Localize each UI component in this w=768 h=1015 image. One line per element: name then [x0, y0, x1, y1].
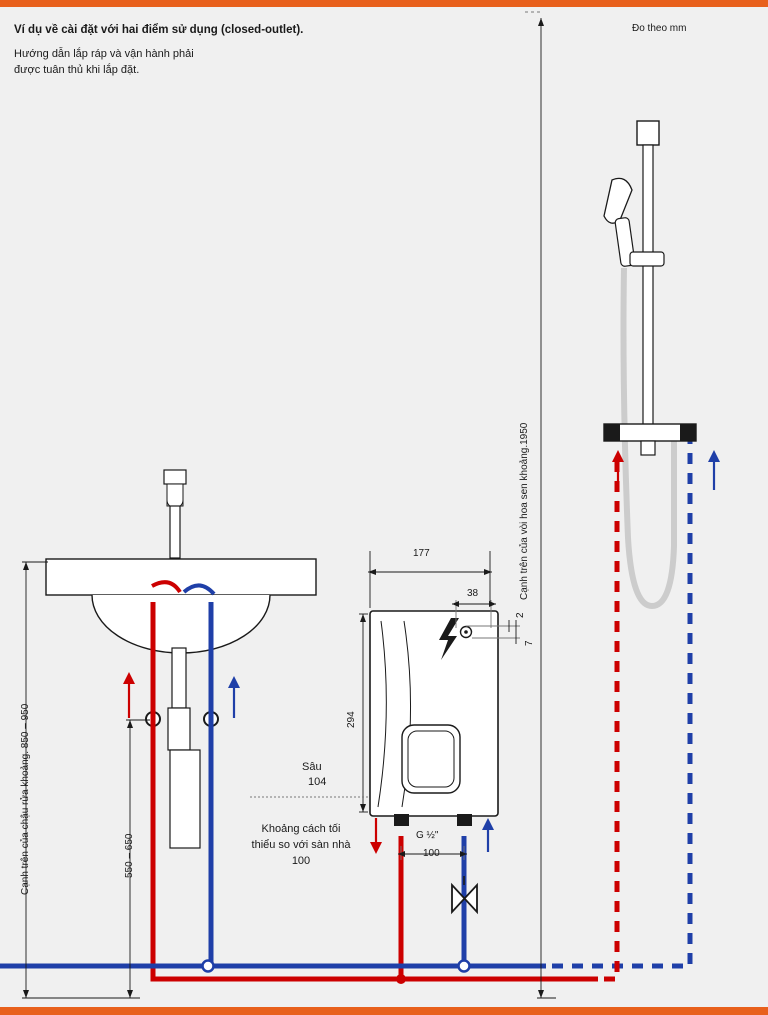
arrow-up-icon [482, 818, 494, 852]
arrow-up-icon [708, 450, 720, 490]
thread-dim: 100 [423, 848, 440, 859]
arrow-up-icon [612, 450, 624, 490]
basin-height-label: Cạnh trên của chậu rửa khoảng. 850 – 950 [20, 703, 31, 895]
arrow-up-icon [123, 672, 135, 718]
page-title: Ví dụ về cài đặt với hai điểm sử dụng (closed-outlet). [14, 24, 304, 36]
basin-range-label: 550 – 650 [124, 833, 135, 878]
dim-offset-7: 7 [524, 640, 535, 646]
depth-value: 104 [308, 776, 327, 788]
arrow-up-icon [228, 676, 240, 718]
floor-clearance-note: Khoảng cách tối thiểu so với sàn nhà 100 [251, 823, 351, 867]
thread-label: G ½" [416, 830, 439, 841]
pipe-junction [203, 961, 214, 972]
subtitle-line-1: Hướng dẫn lắp ráp và vận hành phải [14, 48, 194, 60]
dim-offset-38: 38 [467, 588, 479, 599]
unit-note: Đo theo mm [632, 23, 687, 34]
dim-height-294: 294 [346, 711, 357, 728]
water-heater [370, 611, 498, 826]
dim-width-177: 177 [413, 548, 430, 559]
shower-assembly [604, 121, 696, 606]
subtitle-line-2: được tuân thủ khi lắp đặt. [14, 64, 140, 76]
pipe-junction [459, 961, 470, 972]
wash-basin [46, 470, 316, 848]
dim-offset-2: 2 [515, 612, 526, 618]
shower-height-label: Cạnh trên của vòi hoa sen khoảng.1950 [519, 422, 530, 600]
depth-label: Sâu [302, 761, 322, 773]
dashed-supply-lines [552, 440, 690, 979]
arrow-down-icon [370, 818, 382, 854]
